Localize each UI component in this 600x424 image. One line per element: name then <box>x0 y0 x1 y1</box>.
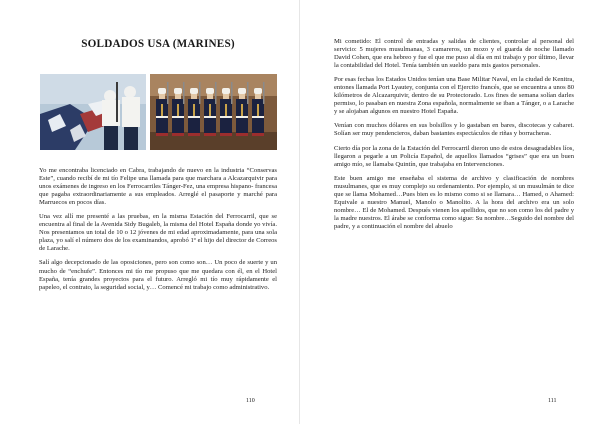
right-body-text <box>334 38 574 237</box>
paragraph: Venían con muchos dólares en sus bolsillos y lo gastaban en bares, discotecas y cabaret. Solían ser muy pendencieros, daban bastantes espectáculos de riñas y borracheras. <box>334 122 574 138</box>
page-number-right: 111 <box>548 398 557 404</box>
paragraph: Yo me encontraba licenciado en Cabra, trabajando de nuevo en la industria “Conservas Este”, cuando recibí de mi tío Felipe una llamada para que marchara a Alcazarquivir para unos exámenes de ingreso en los Ferrocarriles Tánger-Fez, una empresa hispano- francesa que pagaba extraordinariamente a sus empleados. Arreglé el pasaporte y marché para Marruecos en pocos días. <box>39 167 277 207</box>
photo-strip <box>40 74 277 150</box>
page-number-left: 110 <box>246 398 255 404</box>
photo-marines-formation <box>150 74 277 150</box>
paragraph: Este buen amigo me enseñaba el sistema de archivo y clasificación de nombres musulmanes, que es muy complejo su ordenamiento. Por ejemplo, si un musulmán te dice que se llama Mohamed…Pues bien es lo mismo como si se llamara… Hamed, o Ahamed: Equivale a nuestro Manuel, Manolo o Manolito. A la hora del archivo era un solo nombre… El de Mohamed. Después vienen los apellidos, que no son como los del padre y la madre nuestros. El árabe se conforma como sigue: Su nombre…Seguido del nombre del padre, y a continuación el nombre del abuelo <box>334 174 574 230</box>
paragraph: Cierto día por la zona de la Estación del Ferrocarril dieron uno de estos desagradables líos, llegaron a pegarle a un Policía Español, de aquellos llamados “grises” que era un buen amigo mío, se llamaba Quintín, que trabajaba en Intervenciones. <box>334 144 574 168</box>
paragraph: Una vez allí me presenté a las pruebas, en la misma Estación del Ferrocarril, que se encuentra al final de la Avenida Sidy Bugaleb, la misma del Hotel España donde yo vivía. Nos presentamos un total de 10 o 12 jóvenes de mi edad aproximadamente, para una sola plaza, yo salí el número dos de los examinandos, aprobó 1º el hijo del director de Correos de Larache. <box>39 213 277 253</box>
chapter-title: SOLDADOS USA (MARINES) <box>81 38 235 50</box>
paragraph: Mi cometido: El control de entradas y salidas de clientes, controlar al personal del servicio: 5 mujeres musulmanas, 3 camareros, un mozo y el guarda de noche llamado David Cohen, que era hebreo y fue el que me puso al día en mi trabajo y por último, llevar la contabilidad del Hotel. Tenía también un sueldo para mis gastos personales. <box>334 38 574 70</box>
paragraph: Por esas fechas los Estados Unidos tenían una Base Militar Naval, en la ciudad de Kenitra, entones llamada Port Lyautey, conjunta con el Ejercito francés, que se encuentra a unos 80 kilómetros de Alcazarquivir, dentro de su Protectorado. Los fines de semana solían darles permiso, lo pasaban en nuestra Zona española, normalmente se iban a Tánger, o a Larache y se alojaban algunos en nuestro Hotel España. <box>334 76 574 116</box>
left-body-text <box>39 167 277 298</box>
paragraph: Salí algo decepcionado de las oposiciones, pero son como son… Un poco de suerte y un mucho de “enchufe”. Entonces mi tío me propuso que me quedara con él, en el Hotel España, tenía grandes proyectos para el futuro. Arregló mi tío muy rápidamente el papeleo, el contrato, la seguridad social, y… Comencé mi trabajo como administrativo. <box>39 259 277 291</box>
photo-marines-flag <box>40 74 146 150</box>
